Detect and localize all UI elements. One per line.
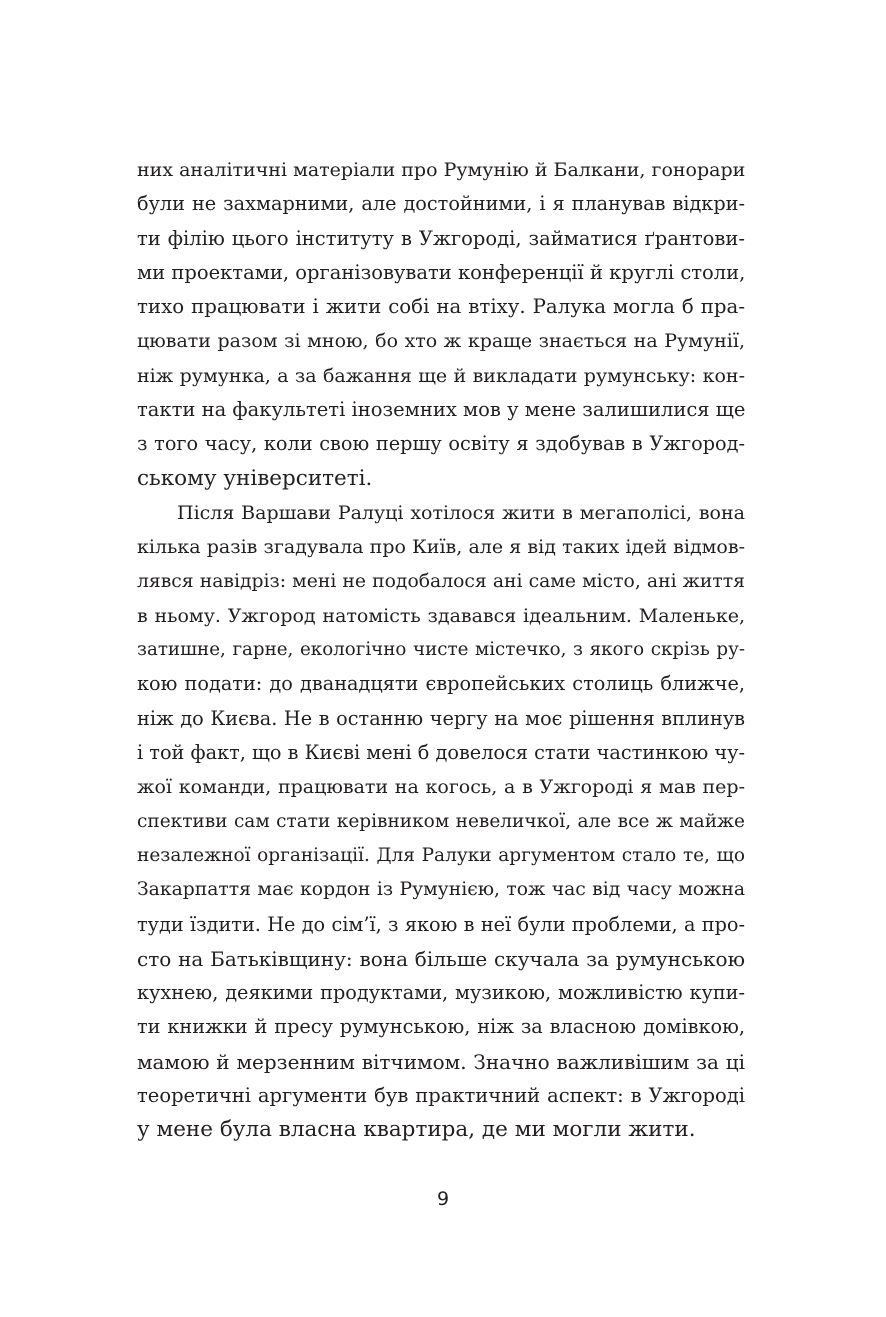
- text-line: теоретичні аргументи був практичний аспект: в Ужгороді: [137, 1084, 745, 1108]
- page-number: 9: [436, 1188, 450, 1210]
- body-text: [137, 153, 745, 1148]
- text-line: туди їздити. Не до сім’ї, з якою в неї були проблеми, а про-: [137, 912, 745, 936]
- text-line: незалежної організації. Для Ралуки аргументом стало те, що: [137, 844, 745, 866]
- text-line: ти філію цього інституту в Ужгороді, займатися ґрантови-: [137, 226, 745, 250]
- text-line: ніж до Києва. Не в останню чергу на моє рішення вплинув: [137, 706, 745, 730]
- text-line: і той факт, що в Києві мені б довелося стати частинкою чу-: [137, 741, 745, 765]
- text-line: сто на Батьківщину: вона більше скучала за румунською: [137, 946, 745, 971]
- text-line: жої команди, працювати на когось, а в Ужгороді я мав пер-: [137, 776, 745, 799]
- text-line: ніж румунка, а за бажання ще й викладати румунську: кон-: [137, 364, 745, 387]
- text-line: них аналітичні матеріали про Румунію й Балкани, гонорари: [137, 159, 746, 181]
- text-line: кою подати: до дванадцяти європейських столиць ближче,: [137, 672, 745, 696]
- text-line: такти на факультеті іноземних мов у мене залишилися ще: [137, 398, 746, 422]
- text-line: в ньому. Ужгород натомість здавався ідеальним. Маленьке,: [137, 604, 745, 627]
- text-line: Після Варшави Ралуці хотілося жити в мегаполісі, вона: [177, 501, 745, 524]
- paragraph-2: [137, 496, 745, 1148]
- text-line: були не захмарними, але достойними, і я планував відкри-: [137, 192, 745, 216]
- text-line: у мене була власна квартира, де ми могли жити.: [137, 1117, 696, 1143]
- text-line: ти книжки й пресу румунською, ніж за власною домівкою,: [137, 1015, 745, 1039]
- text-line: тихо працювати і жити собі на втіху. Ралука могла б пра-: [137, 295, 745, 319]
- text-line: з того часу, коли свою першу освіту я здобував в Ужгород-: [137, 432, 745, 456]
- text-line: Закарпаття має кордон із Румунією, тож час від часу можна: [137, 879, 745, 901]
- text-line: кілька разів згадувала про Київ, але я від таких ідей відмов-: [137, 536, 745, 559]
- text-line: цювати разом зі мною, бо хто ж краще знається на Румунії,: [137, 330, 745, 353]
- paragraph-1: [137, 153, 745, 496]
- text-line: спективи сам стати керівником невеличкої, але все ж майже: [137, 810, 745, 832]
- text-line: затишне, гарне, екологічно чисте містечко, з якого скрізь ру-: [137, 639, 745, 661]
- text-line: мамою й мерзенним вітчимом. Значно важливішим за ці: [137, 1049, 745, 1074]
- text-line: ському університеті.: [137, 465, 373, 491]
- text-line: кухнею, деякими продуктами, музикою, можливістю купи-: [137, 981, 745, 1005]
- text-line: ми проектами, організовувати конференції й круглі столи,: [137, 260, 746, 284]
- text-line: лявся навідріз: мені не подобалося ані саме місто, ані життя: [137, 570, 745, 592]
